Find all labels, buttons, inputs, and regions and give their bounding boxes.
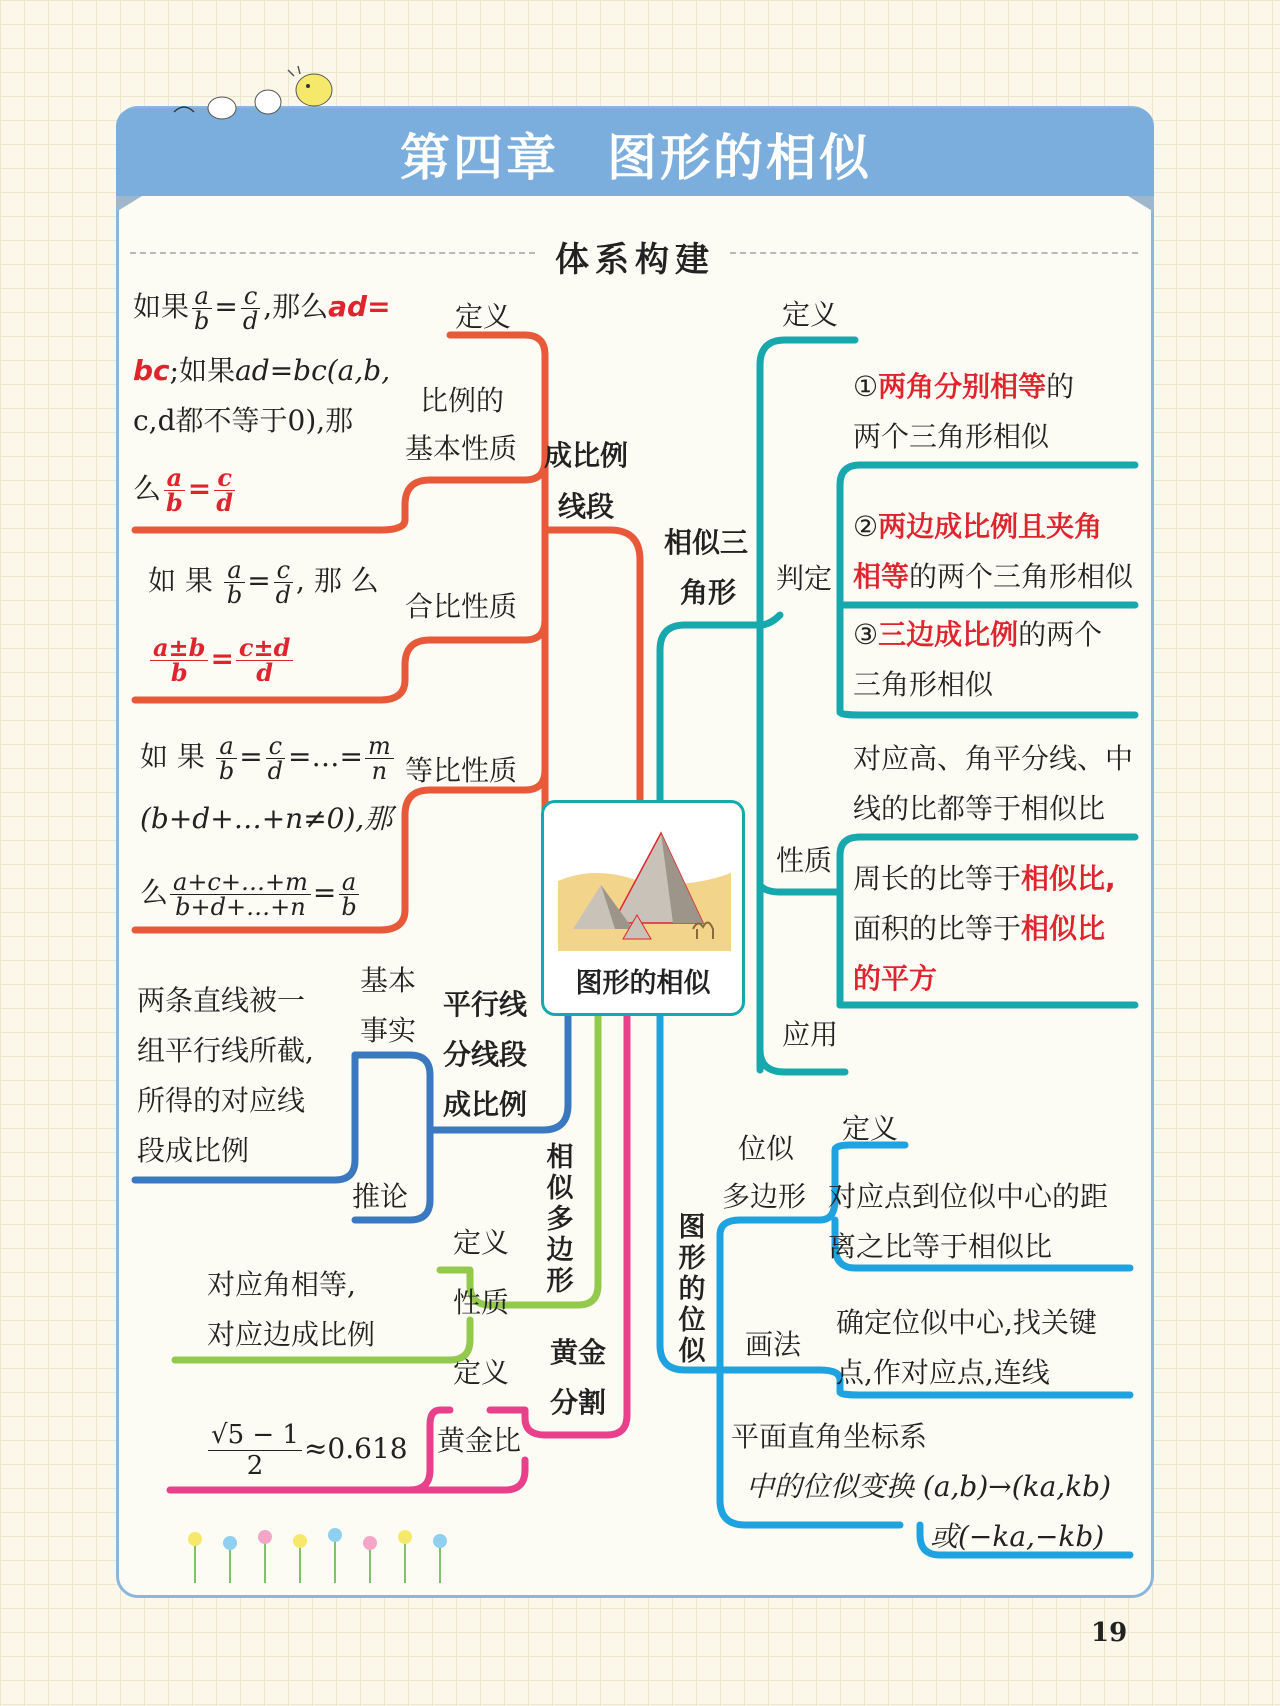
fraction-m-over-n: $\frac{m}{n}$: [365, 734, 394, 783]
proportional-definition-label[interactable]: 定义: [455, 300, 512, 333]
def-red-bc: bc: [133, 354, 170, 387]
golden-ratio-label[interactable]: 黄金比: [437, 1424, 522, 1457]
fraction-c-over-d: $\frac{c}{d}$: [273, 558, 294, 607]
fraction-a-over-b: $\frac{a}{b}$: [338, 870, 359, 919]
page: 第四章 图形的相似 体系构建 图形的相似 成比例 线段 定义 比例的 基本性质 合比性质 等比性质 如果 $\frac{a}{b}$ = $\frac{c}{d}$ ,那么ad= bc;如果ad=bc(a,b, c,d都不等于0),那 么 $\frac{a}{b}$ = $\frac{c}{d}$ 如 果 $\frac{a}{b}$ = $\frac{c}{d}$ , 那 么 $\frac{a\pm b}{b}$ = $\frac{c\pm d}{d}$ 如 果 $\frac{a}{b}$ = $\frac{c}{d}$ =…= $\frac{m}{n}$ (b+d+…+n≠0),那 么 $\frac{a+c+\dots+m}{b+d+\dots+n}$ = $\frac{a}{b}$ 平行线 分线段 成比例 基本 事实 两条直线被一 组平行线所截, 所得的对应线 段成比例 推论 相似多边形 定义 性质 对应角相等, 对应边成比例 黄金 分割 定义 黄金比 $\frac{√5 - 1}{2}$ ≈0.618 相似三 角形 定义 判定 ①两角分别相等的 两个三角形相似 ②两边成比例且夹角 相等的两个三角形相似 ③三边成比例的两个 三角形相似 性质 对应高、角平分线、中 线的比都等于相似比 周长的比等于相似比, 面积的比等于相似比 的平方 应用 图形的位似 位似 多边形 定义 对应点到位似中心的距 离之比等于相似比 画法 确定位似中心,找关键 点,作对应点,连线 平面直角坐标系 中的位似变换 (a,b)→(ka,kb) 或(−ka,−kb) 19: [0, 0, 1280, 1706]
node-similar-polygon[interactable]: 相似多边形: [546, 1142, 574, 1297]
def-line2: bc;如果ad=bc(a,b,: [133, 354, 391, 387]
parallel-line3: 成比例: [443, 1088, 528, 1121]
flowers-decoration: [185, 1515, 465, 1585]
fraction-a-over-b: $\frac{a}{b}$: [224, 558, 245, 607]
def-line3: c,d都不等于0),那: [133, 404, 354, 437]
fraction-c-plus-d: $\frac{c\pm d}{d}$: [236, 636, 294, 685]
fraction-sum-ratio: $\frac{a+c+\dots+m}{b+d+\dots+n}$: [170, 870, 311, 919]
ratio-sum-label[interactable]: 合比性质: [405, 590, 518, 623]
equal-ratio-line1: 如 果 $\frac{a}{b}$ = $\frac{c}{d}$ =…= $\frac{m}{n}$: [140, 734, 396, 783]
node-homothety[interactable]: 图形的位似: [678, 1212, 706, 1367]
triangle-line2: 角形: [680, 576, 737, 609]
basic-fact-line2: 事实: [360, 1014, 417, 1047]
parallel-line1: 平行线: [443, 988, 528, 1021]
fraction-a-over-b: $\frac{a}{b}$: [191, 284, 212, 333]
triangle-judgement-label[interactable]: 判定: [776, 562, 833, 595]
node-proportional-line1: 成比例: [544, 439, 629, 472]
golden-line1: 黄金: [550, 1336, 607, 1369]
basic-fact-line1: 基本: [360, 964, 417, 997]
chapter-name: 图形的相似: [607, 129, 872, 187]
triangle-application-label[interactable]: 应用: [782, 1018, 839, 1051]
def-text-then: ,那么: [263, 290, 329, 323]
node-proportional-line2: 线段: [558, 490, 615, 523]
def-red-ad: ad=: [328, 290, 391, 323]
ratio-sum-line1: 如 果 $\frac{a}{b}$ = $\frac{c}{d}$ , 那 么: [148, 556, 379, 609]
page-number: 19: [1091, 1618, 1128, 1648]
section-title: 体系构建: [555, 240, 715, 280]
fraction-c-over-d: $\frac{c}{d}$: [265, 734, 286, 783]
golden-line2: 分割: [550, 1386, 607, 1419]
equal-ratio-label[interactable]: 等比性质: [405, 754, 518, 787]
proportional-basic-line2: 基本性质: [405, 432, 518, 465]
ratio-sum-line2: $\frac{a\pm b}{b}$ = $\frac{c\pm d}{d}$: [148, 636, 295, 685]
triangle-property-label[interactable]: 性质: [776, 844, 833, 877]
equal-ratio-line2: (b+d+…+n≠0),那: [140, 802, 393, 835]
fraction-red-a-over-b: $\frac{a}{b}$: [163, 466, 186, 515]
def-text-if: 如果: [133, 290, 190, 323]
polygon-property-label[interactable]: 性质: [453, 1286, 510, 1319]
center-node-label: 图形的相似: [575, 968, 711, 999]
def-line1: 如果 $\frac{a}{b}$ = $\frac{c}{d}$ ,那么ad=: [133, 282, 391, 335]
parallel-line2: 分线段: [443, 1038, 528, 1071]
fraction-sqrt5-minus-1: $\frac{√5 - 1}{2}$: [208, 1420, 302, 1481]
chapter-number: 第四章: [400, 129, 559, 187]
triangle-definition-label[interactable]: 定义: [782, 298, 839, 331]
golden-definition-label[interactable]: 定义: [453, 1356, 510, 1389]
fraction-red-c-over-d: $\frac{c}{d}$: [216, 463, 234, 517]
homothety-method-label[interactable]: 画法: [745, 1328, 802, 1361]
corollary-label[interactable]: 推论: [352, 1180, 409, 1213]
homothety-definition-label[interactable]: 定义: [842, 1112, 899, 1145]
fraction-a-over-b: $\frac{a}{b}$: [216, 734, 237, 783]
def-line4: 么 $\frac{a}{b}$ = $\frac{c}{d}$: [133, 466, 238, 515]
equal-ratio-line3: 么 $\frac{a+c+\dots+m}{b+d+\dots+n}$ = $\frac{a}{b}$: [140, 870, 362, 919]
triangle-line1: 相似三: [664, 526, 749, 559]
pyramid-illustration-icon: [553, 811, 733, 956]
proportional-basic-line1: 比例的: [420, 384, 505, 417]
polygon-definition-label[interactable]: 定义: [453, 1226, 510, 1259]
center-node[interactable]: [541, 800, 745, 1016]
fraction-a-plus-b: $\frac{a\pm b}{b}$: [150, 636, 208, 685]
fraction-c-over-d: $\frac{c}{d}$: [240, 284, 261, 333]
golden-ratio-formula: $\frac{√5 - 1}{2}$ ≈0.618: [206, 1420, 408, 1481]
